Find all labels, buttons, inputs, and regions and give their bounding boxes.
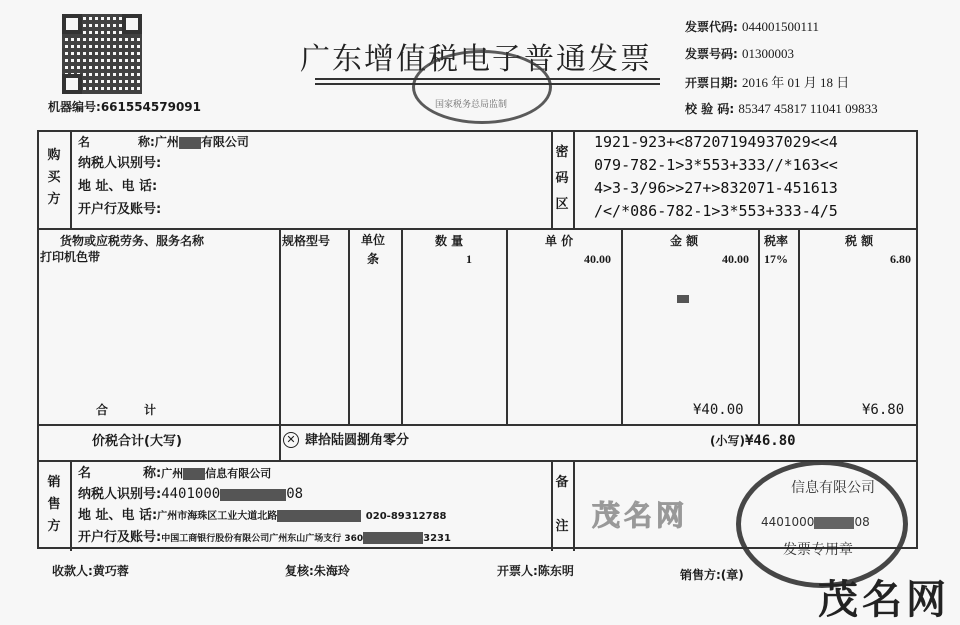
divider	[39, 424, 916, 426]
seller-name: 名 称:广州 信息有限公司	[78, 466, 272, 481]
grand-total-label: 价税合计(大写)	[92, 434, 182, 449]
item-tax: 6.80	[890, 252, 911, 266]
divider	[348, 228, 350, 424]
divider	[279, 228, 281, 460]
grand-total-small: (小写)¥46.80	[710, 433, 796, 449]
check-code-label: 校 验 码:	[685, 102, 735, 116]
payee: 收款人:黄巧蓉	[52, 564, 129, 578]
invoice-date-label: 开票日期:	[685, 76, 738, 90]
invoice-number-label: 发票号码:	[685, 47, 738, 61]
password-side-label: 密 码 区	[555, 145, 569, 212]
redaction	[677, 295, 689, 303]
divider	[39, 460, 916, 462]
stamp-tax-id: 4401000 08	[761, 515, 870, 529]
invoice-number	[685, 45, 794, 62]
stamp-caption: 发票专用章	[783, 542, 853, 558]
divider	[506, 228, 508, 424]
buyer-address-label: 地 址、电 话:	[78, 179, 158, 194]
tax-seal	[412, 50, 552, 124]
machine-number-value: 661554579091	[100, 100, 202, 114]
grand-total-words: 肆拾陆圆捌角零分	[305, 433, 410, 448]
cross-circle-icon: ✕	[283, 432, 299, 448]
col-tax-rate: 税率	[764, 234, 789, 248]
remarks-side-label: 备 注	[555, 475, 569, 534]
seller-address: 地 址、电 话:广州市海珠区工业大道北路 020-89312788	[78, 508, 447, 523]
buyer-tax-id-label: 纳税人识别号:	[78, 156, 162, 171]
item-unit: 条	[367, 252, 380, 266]
divider	[401, 228, 403, 424]
watermark: 茂名网	[818, 577, 950, 623]
total-amount: ¥40.00	[693, 402, 744, 418]
item-name: 打印机色带	[40, 250, 101, 264]
item-tax-rate: 17%	[764, 252, 788, 266]
reviewer: 复核:朱海玲	[285, 564, 350, 578]
seller-fields	[78, 463, 451, 550]
total-tax: ¥6.80	[862, 402, 905, 418]
invoice-number-value: 01300003	[742, 46, 794, 61]
item-price: 40.00	[584, 252, 611, 266]
divider	[573, 460, 575, 551]
divider	[70, 460, 72, 551]
seller-seal-label: 销售方:(章)	[680, 568, 744, 582]
divider	[573, 132, 575, 228]
buyer-name: 名 称:广州 有限公司	[78, 135, 249, 149]
stamp-company: 信息有限公司	[791, 480, 875, 496]
check-code	[685, 100, 878, 117]
divider	[758, 228, 760, 424]
page-title: 广东增值税电子普通发票	[300, 42, 652, 77]
divider	[70, 132, 72, 228]
buyer-bank-label: 开户行及账号:	[78, 202, 162, 217]
seller-bank: 开户行及账号:中国工商银行股份有限公司广州东山广场支行 360 3231	[78, 530, 451, 545]
seller-side-label: 销 售 方	[47, 475, 61, 534]
qr-code	[62, 14, 142, 94]
invoice-date-value: 2016 年 01 月 18 日	[742, 75, 850, 90]
divider	[39, 228, 916, 230]
total-label: 合 计	[96, 403, 157, 417]
watermark-faint: 茂名网	[592, 499, 689, 532]
machine-number-label: 机器编号:	[48, 100, 101, 114]
col-unit: 单位	[360, 233, 385, 247]
col-spec: 规格型号	[282, 234, 331, 248]
tax-seal-text: 国家税务总局监制	[435, 100, 508, 110]
item-amount: 40.00	[722, 252, 749, 266]
invoice-code	[685, 18, 819, 35]
buyer-fields	[78, 133, 249, 221]
col-amount: 金 额	[670, 234, 699, 248]
password-area: 1921-923+<87207194937029<<4 079-782-1>3*553+333//*163<< 4>3-3/96>>27+>832071-451613 /</*086-782-1>3*553+333-4/5	[594, 133, 838, 220]
col-tax: 税 额	[845, 234, 874, 248]
machine-number	[48, 98, 201, 117]
divider	[621, 228, 623, 424]
divider	[798, 228, 800, 424]
invoice-code-value: 044001500111	[742, 19, 820, 34]
col-goods-name: 货物或应税劳务、服务名称	[60, 234, 205, 248]
seller-tax-id: 纳税人识别号:4401000 08	[78, 486, 304, 502]
item-qty: 1	[466, 252, 472, 266]
col-price: 单 价	[545, 234, 574, 248]
buyer-side-label: 购 买 方	[47, 148, 61, 207]
issuer: 开票人:陈东明	[497, 564, 574, 578]
invoice-code-label: 发票代码:	[685, 20, 738, 34]
col-qty: 数 量	[435, 234, 464, 248]
invoice-date	[685, 72, 849, 91]
check-code-value: 85347 45817 11041 09833	[738, 101, 878, 116]
